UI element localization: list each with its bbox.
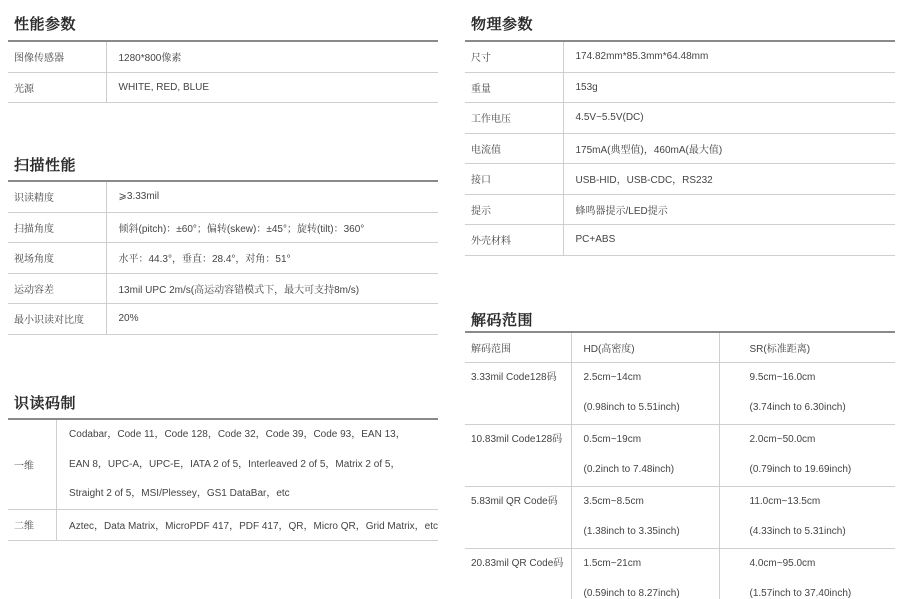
spec-key: 识读精度 xyxy=(8,181,106,212)
scan-table xyxy=(8,180,438,335)
column-header: 解码范围 xyxy=(465,332,571,362)
table-row xyxy=(8,212,438,242)
symbology-table xyxy=(8,418,438,541)
table-row xyxy=(8,509,438,540)
hd-cell xyxy=(571,362,719,424)
spec-key: 接口 xyxy=(465,163,563,194)
physical-table xyxy=(465,40,895,256)
spec-value: Aztec，Data Matrix，MicroPDF 417，PDF 417，QR，Micro QR，Grid Matrix，etc xyxy=(57,509,438,540)
physical-title: 物理参数 xyxy=(471,16,534,33)
hd-range-cm: 1.5cm~21cm xyxy=(583,557,642,569)
code-label: 3.33mil Code128码 xyxy=(471,371,557,383)
hd-range-cm: 0.5cm~19cm xyxy=(583,433,642,445)
spec-key: 外壳材料 xyxy=(465,224,563,255)
spec-value-line: Codabar，Code 11，Code 128，Code 32，Code 39，Code 93，EAN 13， xyxy=(69,429,406,440)
spec-key: 提示 xyxy=(465,194,563,224)
spec-value: WHITE, RED, BLUE xyxy=(106,72,438,102)
sr-range-cm: 4.0cm~95.0cm xyxy=(749,557,816,569)
table-row xyxy=(465,163,895,194)
spec-value: 水平：44.3°，垂直：28.4°，对角：51° xyxy=(106,242,438,273)
spec-value: 20% xyxy=(106,303,438,334)
sr-range-cm: 9.5cm~16.0cm xyxy=(749,371,816,383)
scan-title: 扫描性能 xyxy=(14,157,77,174)
table-row xyxy=(465,102,895,133)
sr-range-cm: 11.0cm~13.5cm xyxy=(749,495,821,507)
table-row xyxy=(465,486,895,548)
hd-range-inch: (0.59inch to 8.27inch) xyxy=(583,588,680,599)
spec-value: 1280*800像素 xyxy=(106,41,438,72)
code-cell xyxy=(465,362,571,424)
spec-value: PC+ABS xyxy=(563,224,895,255)
code-cell xyxy=(465,424,571,486)
code-label: 10.83mil Code128码 xyxy=(471,433,563,445)
sr-cell xyxy=(719,548,895,599)
table-row xyxy=(465,548,895,599)
table-row xyxy=(8,303,438,334)
spec-value: 153g xyxy=(563,72,895,102)
spec-value: 13mil UPC 2m/s(高运动容错模式下，最大可支持8m/s) xyxy=(106,273,438,303)
performance-table xyxy=(8,40,438,103)
sr-cell xyxy=(719,486,895,548)
spec-value: 174.82mm*85.3mm*64.48mm xyxy=(563,41,895,72)
table-row xyxy=(465,424,895,486)
spec-key: 一维 xyxy=(8,419,57,509)
code-cell xyxy=(465,486,571,548)
spec-value: 175mA(典型值)，460mA(最大值) xyxy=(563,133,895,163)
table-row xyxy=(8,72,438,102)
spec-key: 电流值 xyxy=(465,133,563,163)
hd-range-inch: (1.38inch to 3.35inch) xyxy=(583,526,680,537)
sr-range-inch: (3.74inch to 6.30inch) xyxy=(749,402,846,413)
spec-value-line: Straight 2 of 5，MSI/Plessey，GS1 DataBar，etc xyxy=(69,488,290,499)
spec-value: 蜂鸣器提示/LED提示 xyxy=(563,194,895,224)
table-row xyxy=(8,181,438,212)
hd-range-cm: 3.5cm~8.5cm xyxy=(583,495,644,507)
hd-range-inch: (0.2inch to 7.48inch) xyxy=(583,464,675,475)
sr-range-inch: (4.33inch to 5.31inch) xyxy=(749,526,846,537)
table-row xyxy=(465,41,895,72)
hd-range-cm: 2.5cm~14cm xyxy=(583,371,642,383)
symbology-title: 识读码制 xyxy=(14,395,77,412)
column-header: SR(标准距离) xyxy=(719,332,895,362)
hd-range-inch: (0.98inch to 5.51inch) xyxy=(583,402,680,413)
spec-key: 最小识读对比度 xyxy=(8,303,106,334)
table-row xyxy=(8,242,438,273)
table-row xyxy=(465,133,895,163)
spec-key: 光源 xyxy=(8,72,106,102)
spec-key: 工作电压 xyxy=(465,102,563,133)
table-row xyxy=(8,419,438,509)
spec-value: 倾斜(pitch)：±60°；偏转(skew)：±45°；旋转(tilt)：360° xyxy=(106,212,438,242)
spec-key: 运动容差 xyxy=(8,273,106,303)
table-header-row xyxy=(465,332,895,362)
spec-key: 二维 xyxy=(8,509,57,540)
table-row xyxy=(465,72,895,102)
spec-value: ⩾3.33mil xyxy=(106,181,438,212)
code-label: 5.83mil QR Code码 xyxy=(471,495,558,507)
hd-cell xyxy=(571,424,719,486)
sr-range-inch: (1.57inch to 37.40inch) xyxy=(749,588,852,599)
table-row xyxy=(465,362,895,424)
table-row xyxy=(465,224,895,255)
spec-value: USB-HID，USB-CDC，RS232 xyxy=(563,163,895,194)
sr-range-inch: (0.79inch to 19.69inch) xyxy=(749,464,852,475)
spec-key: 尺寸 xyxy=(465,41,563,72)
spec-value-line: EAN 8，UPC-A，UPC-E，IATA 2 of 5，Interleaved 2 of 5，Matrix 2 of 5， xyxy=(69,458,401,470)
code-cell xyxy=(465,548,571,599)
sr-range-cm: 2.0cm~50.0cm xyxy=(749,433,816,445)
hd-cell xyxy=(571,486,719,548)
table-row xyxy=(465,194,895,224)
code-label: 20.83mil QR Code码 xyxy=(471,557,564,569)
sr-cell xyxy=(719,362,895,424)
table-row xyxy=(8,273,438,303)
table-row xyxy=(8,41,438,72)
spec-value xyxy=(57,419,438,509)
decode-title: 解码范围 xyxy=(471,312,534,329)
spec-value: 4.5V~5.5V(DC) xyxy=(563,102,895,133)
spec-key: 图像传感器 xyxy=(8,41,106,72)
spec-key: 扫描角度 xyxy=(8,212,106,242)
spec-key: 重量 xyxy=(465,72,563,102)
sr-cell xyxy=(719,424,895,486)
performance-title: 性能参数 xyxy=(14,16,77,33)
hd-cell xyxy=(571,548,719,599)
spec-key: 视场角度 xyxy=(8,242,106,273)
column-header: HD(高密度) xyxy=(571,332,719,362)
decode-table xyxy=(465,331,895,599)
